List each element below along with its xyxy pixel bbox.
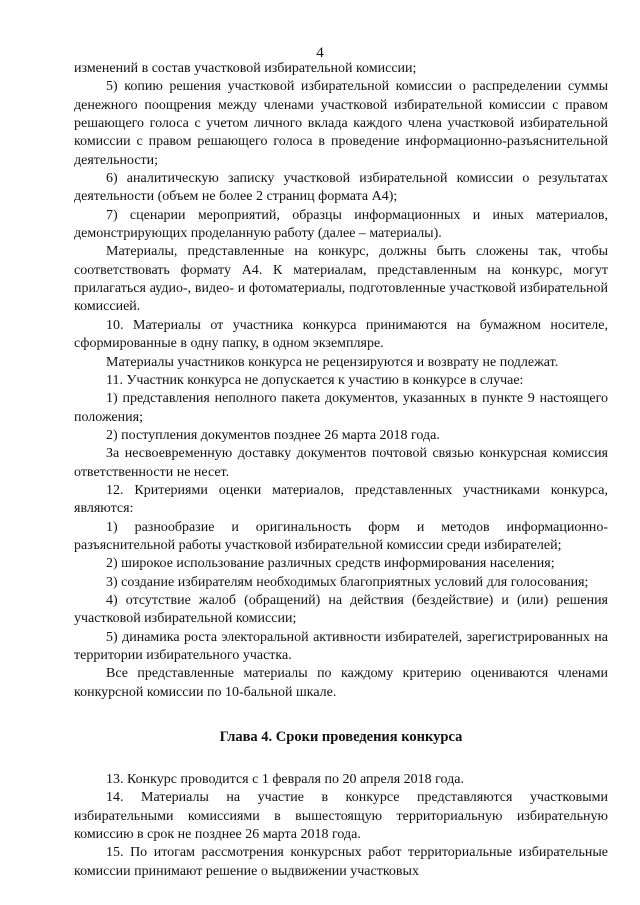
paragraph: 1) представления неполного пакета документов, указанных в пункте 9 настоящего положения; (74, 391, 608, 425)
chapter-heading: Глава 4. Сроки проведения конкурса (219, 729, 463, 746)
paragraph: 6) аналитическую записку участковой избирательной комиссии о результатах деятельности (объем не более 2 страниц формата А4); (74, 171, 608, 205)
paragraph: 1) разнообразие и оригинальность форм и методов информационно-разъяснительной работы участковой избирательной комиссии среди избирателей; (74, 519, 608, 553)
paragraph: 14. Материалы на участие в конкурсе представляются участковыми избирательными комиссиями в вышестоящую территориальную избирательную комиссию в срок не позднее 26 марта 2018 года. (74, 790, 608, 843)
paragraph: 5) копию решения участковой избирательной комиссии о распределении суммы денежного поощрения между членами участковой избирательной комиссии с правом решающего голоса с учетом личного вклада каждого члена участковой избирательной комиссии с правом решающего голоса в проведение информационно-разъяснительной деятельности; (74, 79, 608, 168)
paragraph: 5) динамика роста электоральной активности избирателей, зарегистрированных на территории избирательного участка. (74, 629, 608, 663)
paragraph: Материалы участников конкурса не рецензируются и возврату не подлежат. (106, 354, 559, 370)
paragraph: Все представленные материалы по каждому критерию оцениваются членами конкурсной комиссии по 10-бальной шкале. (74, 666, 608, 700)
paragraph: Материалы, представленные на конкурс, должны быть сложены так, чтобы соответствовать формату А4. К материалам, представленным на конкурс, могут прилагаться аудио-, видео- и фотоматериалы, подготовленные участковой избирательной комиссией. (74, 244, 608, 315)
paragraph: 2) поступления документов позднее 26 марта 2018 года. (106, 427, 440, 443)
paragraph: 13. Конкурс проводится с 1 февраля по 20 апреля 2018 года. (106, 772, 464, 788)
paragraph: 2) широкое использование различных средств информирования населения; (106, 556, 555, 572)
paragraph: 12. Критериями оценки материалов, представленных участниками конкурса, являются: (74, 482, 608, 517)
paragraph: 7) сценарии мероприятий, образцы информационных и иных материалов, демонстрирующих проделанную работу (далее – материалы). (74, 207, 608, 242)
document-body (74, 60, 608, 881)
paragraph: 4) отсутствие жалоб (обращений) на действия (бездействие) и (или) решения участковой избирательной комиссии; (74, 592, 608, 627)
page-number: 4 (316, 45, 324, 61)
paragraph: 15. По итогам рассмотрения конкурсных работ территориальные избирательные комиссии принимают решение о выдвижении участковых (74, 845, 608, 879)
paragraph: 3) создание избирателям необходимых благоприятных условий для голосования; (106, 574, 589, 590)
paragraph: За несвоевременную доставку документов почтовой связью конкурсная комиссия ответственности не несет. (74, 446, 608, 480)
paragraph: 11. Участник конкурса не допускается к участию в конкурсе в случае: (106, 372, 524, 388)
paragraph: 10. Материалы от участника конкурса принимаются на бумажном носителе, сформированные в одну папку, в одном экземпляре. (74, 317, 608, 352)
paragraph: изменений в состав участковой избирательной комиссии; (74, 61, 417, 76)
